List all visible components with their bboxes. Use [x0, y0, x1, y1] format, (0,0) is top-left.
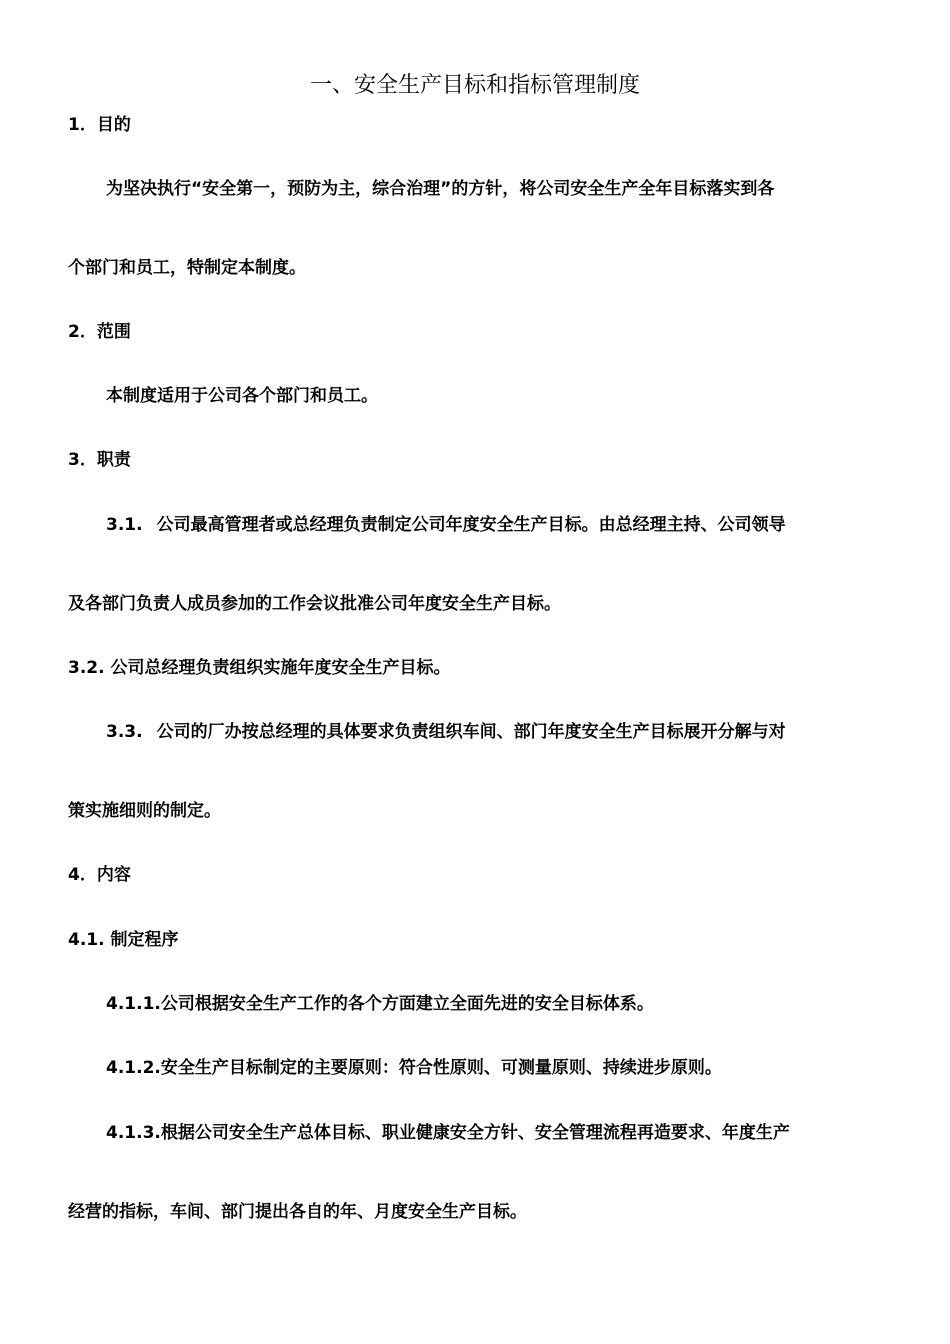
- section-4-item-2: 4.1.2.安全生产目标制定的主要原则：符合性原则、可测量原则、持续进步原则。: [106, 1058, 722, 1078]
- item-number: 3.3.: [106, 722, 143, 742]
- section-4-heading: 4．内容: [68, 865, 131, 885]
- section-1-paragraph-line-2: 个部门和员工，特制定本制度。: [68, 258, 306, 278]
- section-4-item-3-line-1: 4.1.3.根据公司安全生产总体目标、职业健康安全方针、安全管理流程再造要求、年度生产: [106, 1123, 790, 1143]
- section-3-item-1-line-2: 及各部门负责人成员参加的工作会议批准公司年度安全生产目标。: [68, 594, 561, 614]
- page-title: 一、安全生产目标和指标管理制度: [309, 73, 640, 98]
- section-4-item-3-line-2: 经营的指标，车间、部门提出各自的年、月度安全生产目标。: [68, 1202, 527, 1222]
- item-text: 公司的厂办按总经理的具体要求负责组织车间、部门年度安全生产目标展开分解与对: [156, 722, 786, 742]
- section-4-subheading: 4.1. 制定程序: [68, 930, 179, 950]
- section-3-item-1-line-1: [106, 512, 786, 538]
- section-1-heading: 1．目的: [68, 115, 131, 135]
- section-3-item-3-line-2: 策实施细则的制定。: [68, 801, 221, 821]
- section-1-paragraph-line-1: 为坚决执行“安全第一，预防为主，综合治理”的方针，将公司安全生产全年目标落实到各: [106, 179, 775, 199]
- item-number: 3.1.: [106, 515, 143, 535]
- section-3-item-3-line-1: [106, 719, 786, 745]
- section-4-item-1: 4.1.1.公司根据安全生产工作的各个方面建立全面先进的安全目标体系。: [106, 994, 654, 1014]
- section-3-item-2: 3.2. 公司总经理负责组织实施年度安全生产目标。: [68, 658, 451, 678]
- item-text: 公司最高管理者或总经理负责制定公司年度安全生产目标。由总经理主持、公司领导: [156, 515, 786, 535]
- section-2-heading: 2．范围: [68, 322, 131, 342]
- section-2-paragraph: 本制度适用于公司各个部门和员工。: [106, 386, 378, 406]
- section-3-heading: 3．职责: [68, 450, 131, 470]
